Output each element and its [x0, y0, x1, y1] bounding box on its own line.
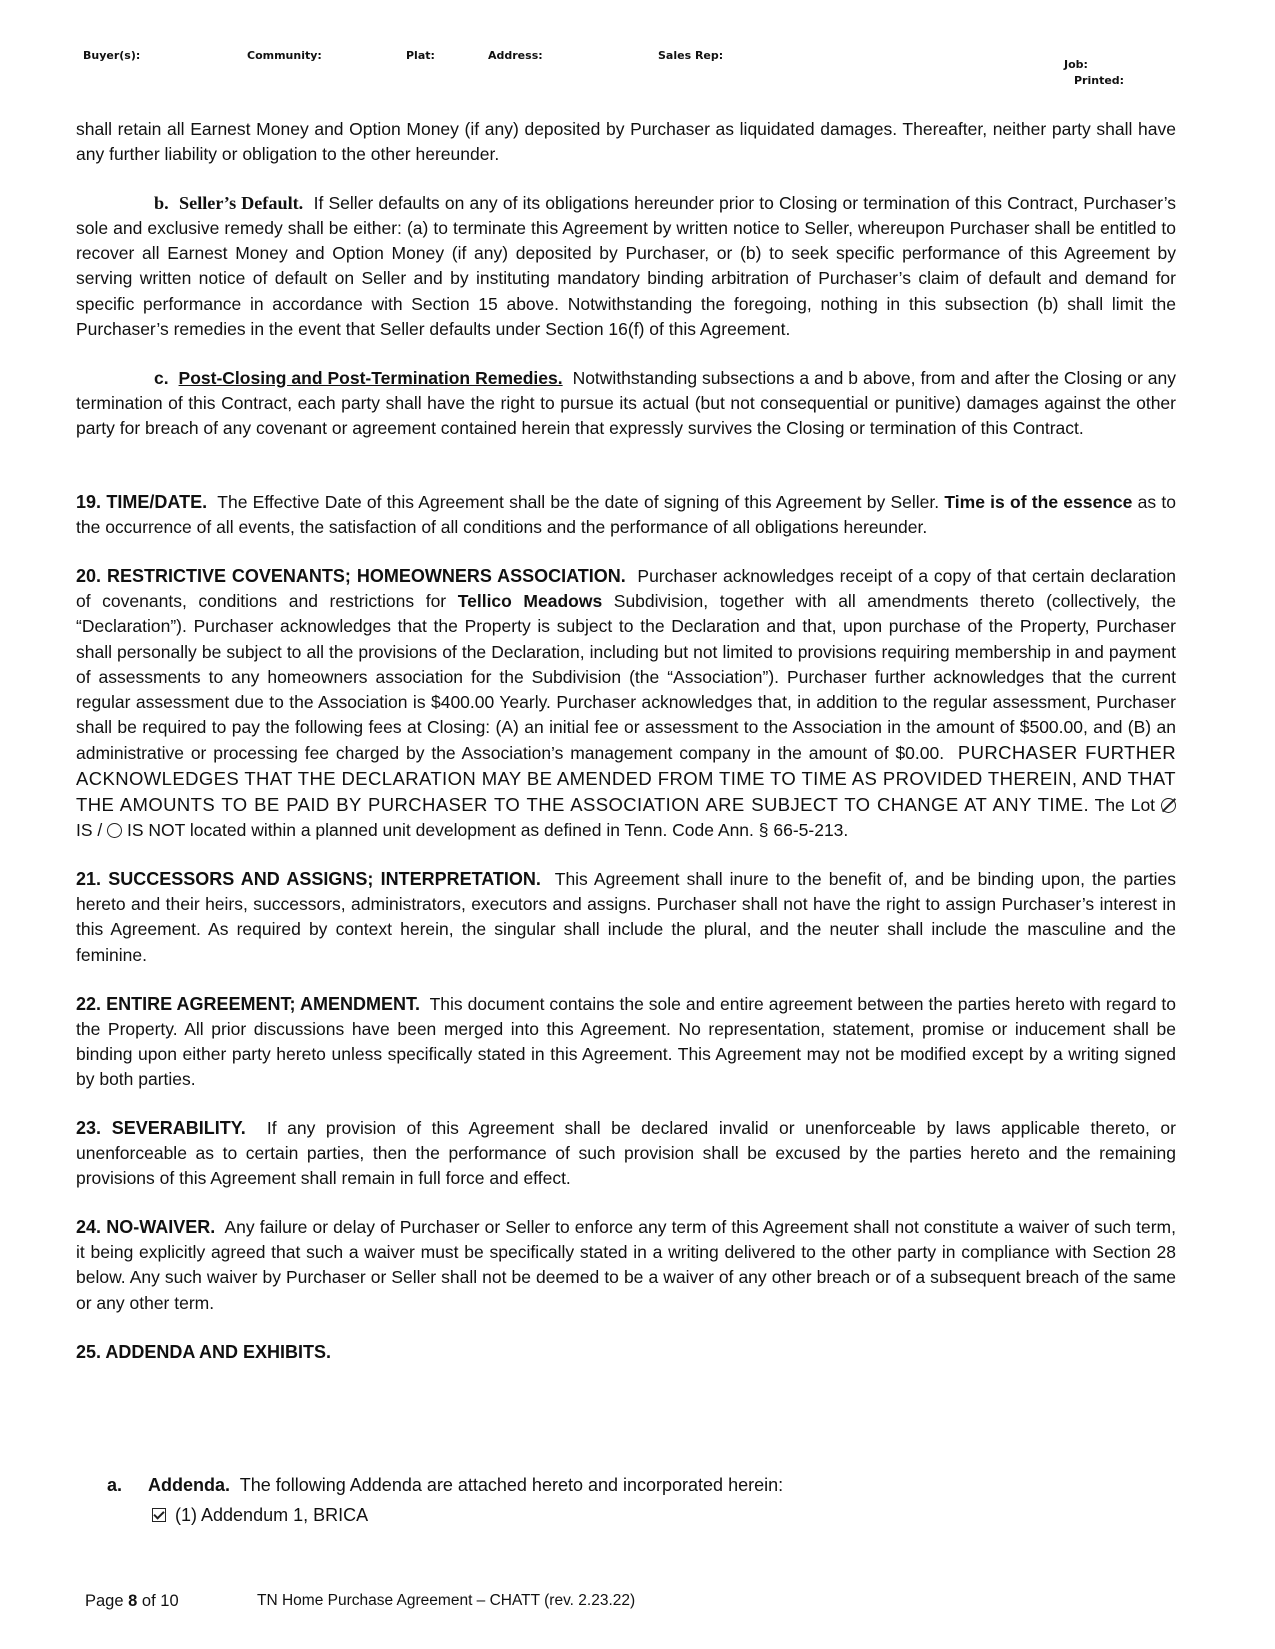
printed-label: Printed: [1074, 74, 1125, 87]
section-18c [76, 366, 1176, 441]
addendum-1-label: (1) Addendum 1, BRICA [175, 1505, 369, 1525]
section-18b-title: Seller’s Default. [179, 193, 304, 214]
document-body [76, 117, 1176, 1365]
addenda-label: a. [107, 1475, 123, 1495]
lot-text: The Lot [1094, 795, 1156, 816]
lot-text2: located within a planned unit development as defined in Tenn. Code Ann. § 66-5-213. [189, 820, 849, 841]
pud-is-radio[interactable] [1161, 798, 1176, 813]
section-23-title: 23. SEVERABILITY. [76, 1118, 246, 1138]
section-18c-text: Notwithstanding subsections a and b above, from and after the Closing or any termination of this Contract, each party shall have the right to pursue its actual (but not consequential or punitive) damages against the other party for breach of any covenant or agreement contained herein that expressly survives the Closing or termination of this Contract. [76, 367, 1176, 438]
section-22 [76, 992, 1176, 1092]
initial-fee: 500.00 [1029, 716, 1083, 737]
pud-is-label: IS / [76, 820, 103, 841]
page-prefix: Page [85, 1592, 124, 1610]
section-20-text5: . [939, 742, 945, 763]
page-total: of 10 [141, 1592, 179, 1610]
section-24 [76, 1215, 1176, 1315]
continuation-paragraph: shall retain all Earnest Money and Option Money (if any) deposited by Purchaser as liquidated damages. Thereafter, neither party shall have any further liability or obligation to the other hereunder. [76, 119, 1176, 165]
section-21-text: This Agreement shall inure to the benefit of, and be binding upon, the parties hereto and their heirs, successors, administrators, executors and assigns. Purchaser shall not have the right to assign Purchaser’s interest in this Agreement. As required by context herein, the singular shall include the plural, and the neuter shall include the masculine and the feminine. [76, 869, 1176, 965]
sales-rep-label: Sales Rep: [658, 49, 724, 62]
section-22-text: This document contains the sole and entire agreement between the parties hereto with regard to the Property. All prior discussions have been merged into this Agreement. No representation, statement, promise or inducement shall be binding upon either party hereto unless specifically stated in this Agreement. This Agreement may not be modified except by a writing signed by both parties. [76, 993, 1176, 1089]
section-25 [76, 1340, 1176, 1365]
pud-is-not-label: IS NOT [127, 820, 186, 841]
regular-assessment: 400.00 Yearly [440, 691, 547, 712]
addenda-item [152, 1502, 783, 1528]
addendum-1-checkbox[interactable] [152, 1508, 166, 1522]
address-label: Address: [488, 49, 543, 62]
section-18b-label: b. [154, 193, 169, 214]
buyer-label: Buyer(s): [83, 49, 141, 62]
section-18b [76, 191, 1176, 342]
section-20 [76, 564, 1176, 843]
addenda-block [107, 1472, 783, 1528]
subdivision-name: Tellico Meadows [457, 591, 603, 612]
admin-fee: $0.00 [895, 742, 940, 763]
section-22-title: 22. ENTIRE AGREEMENT; AMENDMENT. [76, 993, 420, 1014]
pud-is-not-radio[interactable] [107, 823, 122, 838]
community-label: Community: [247, 49, 322, 62]
section-23 [76, 1116, 1176, 1191]
addenda-text: The following Addenda are attached hereto and incorporated herein: [239, 1475, 784, 1495]
section-21-title: 21. SUCCESSORS AND ASSIGNS; INTERPRETATION. [76, 869, 541, 890]
section-25-title: 25. ADDENDA AND EXHIBITS. [76, 1341, 332, 1362]
section-20-text3: . Purchaser acknowledges that, in addition to the regular assessment, Purchaser shall be required to pay the following fees at Closing: (A) an initial fee or assessment to the Association in the amount of $ [76, 691, 1176, 737]
addenda-title: Addenda. [148, 1475, 231, 1495]
addenda-row [107, 1472, 783, 1498]
document-title: TN Home Purchase Agreement – CHATT (rev. 2.23.22) [257, 1592, 636, 1609]
section-20-text1: Purchaser acknowledges receipt of a copy of that certain declaration of covenants, conditions and restrictions for [76, 566, 1176, 612]
job-label: Job: [1064, 58, 1088, 71]
section-20-text2: Subdivision, together with all amendments thereto (collectively, the “Declaration”). Purchaser acknowledges that the Property is subject to the Declaration and that, upon purchase of the Property, Purchaser shall personally be subject to all the provisions of the Declaration, including but not limited to provisions requiring membership in and payment of assessments to any homeowners association for the Subdivision (the “Association”). Purchaser further acknowledges that the current regular assessment due to the Association is $ [76, 591, 1176, 712]
section-18c-label: c. [154, 367, 169, 388]
section-19 [76, 490, 1176, 540]
page-current: 8 [128, 1592, 138, 1610]
section-21 [76, 867, 1176, 967]
section-23-text: If any provision of this Agreement shall be declared invalid or unenforceable by laws applicable thereto, or unenforceable as to certain parties, then the performance of such provision shall be excused by the parties hereto and the remaining provisions of this Agreement shall remain in full force and effect. [76, 1118, 1176, 1189]
section-19-text: The Effective Date of this Agreement shall be the date of signing of this Agreement by Seller. [217, 492, 940, 513]
section-20-text4: , and (B) an administrative or processing fee charged by the Association’s management company in the amount of [76, 716, 1176, 763]
section-20-caps: PURCHASER FURTHER ACKNOWLEDGES THAT THE DECLARATION MAY BE AMENDED FROM TIME TO TIME AS PROVIDED THEREIN, AND THAT THE AMOUNTS TO BE PAID BY PURCHASER TO THE ASSOCIATION ARE SUBJECT TO CHANGE AT ANY TIME. [76, 741, 1176, 816]
section-19-title: 19. TIME/DATE. [76, 492, 208, 513]
page-number [85, 1592, 179, 1611]
section-24-text: Any failure or delay of Purchaser or Seller to enforce any term of this Agreement shall not constitute a waiver of such term, it being explicitly agreed that such a waiver must be specifically stated in a writing delivered to the other party in compliance with Section 28 below. Any such waiver by Purchaser or Seller shall not be deemed to be a waiver of any other breach or of a subsequent breach of the same or any other term. [76, 1217, 1177, 1313]
section-20-title: 20. RESTRICTIVE COVENANTS; HOMEOWNERS ASSOCIATION. [76, 566, 626, 587]
plat-label: Plat: [406, 49, 435, 62]
section-19-bold: Time is of the essence [944, 492, 1133, 513]
section-18c-title: Post-Closing and Post-Termination Remedies. [178, 367, 563, 388]
section-19-text2: as to the occurrence of all events, the satisfaction of all conditions and the performance of all obligations hereunder. [76, 492, 1176, 538]
section-18b-text: If Seller defaults on any of its obligations hereunder prior to Closing or termination of this Contract, Purchaser’s sole and exclusive remedy shall be either: (a) to terminate this Agreement by written notice to Seller, whereupon Purchaser shall be entitled to recover all Earnest Money and Option Money (if any) deposited by Purchaser, or (b) to seek specific performance of this Agreement by serving written notice of default on Seller and by instituting mandatory binding arbitration of Purchaser’s claim of default and demand for specific performance in accordance with Section 15 above. Notwithstanding the foregoing, nothing in this subsection (b) shall limit the Purchaser’s remedies in the event that Seller defaults under Section 16(f) of this Agreement. [76, 193, 1177, 339]
section-24-title: 24. NO-WAIVER. [76, 1217, 216, 1238]
